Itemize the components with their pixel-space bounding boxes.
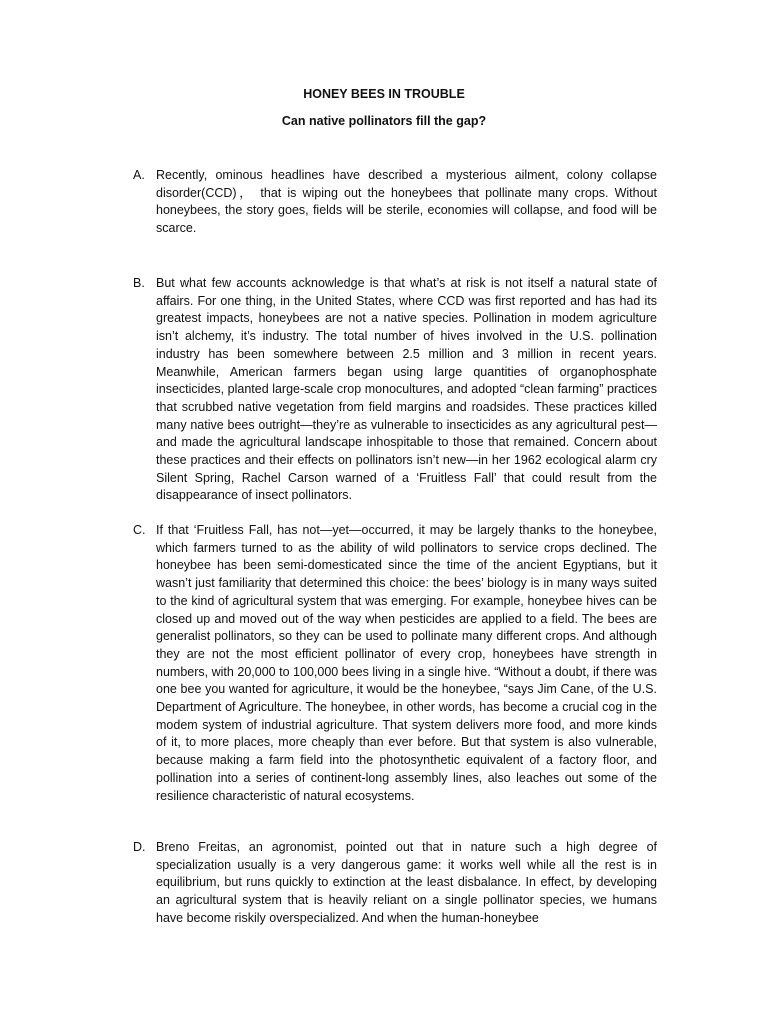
- paragraph-d: [133, 839, 657, 927]
- paragraph-text: If that ‘Fruitless Fall, has not—yet—occurred, it may be largely thanks to the honeybee, which farmers turned to as the ability of wild pollinators to service crops declined. The honeybee has been semi-domesticated since the time of the ancient Egyptians, but it wasn’t just familiarity that determined this choice: the bees’ biology is in many ways suited to the kind of agricultural system that was emerging. For example, honeybee hives can be closed up and moved out of the way when pesticides are applied to a field. The bees are generalist pollinators, so they can be used to pollinate many different crops. And although they are not the most efficient pollinator of every crop, honeybees have strength in numbers, with 20,000 to 100,000 bees living in a single hive. “Without a doubt, if there was one bee you wanted for agriculture, it would be the honeybee, “says Jim Cane, of the U.S. Department of Agriculture. The honeybee, in other words, has become a crucial cog in the modem system of industrial agriculture. That system delivers more food, and more kinds of it, to more places, more cheaply than ever before. But that system is also vulnerable, because making a farm field into the photosynthetic equivalent of a factory floor, and pollination into a series of continent-long assembly lines, also leaches out some of the resilience characteristic of natural ecosystems.: [156, 523, 657, 803]
- paragraph-text: But what few accounts acknowledge is that what’s at risk is not itself a natural state of affairs. For one thing, in the United States, where CCD was first reported and has had its greatest impacts, honeybees are not a native species. Pollination in modem agriculture isn’t alchemy, it’s industry. The total number of hives involved in the U.S. pollination industry has been somewhere between 2.5 million and 3 million in recent years. Meanwhile, American farmers began using large quantities of organophosphate insecticides, planted large-scale crop monocultures, and adopted “clean farming” practices that scrubbed native vegetation from field margins and roadsides. These practices killed many native bees outright—they’re as vulnerable to insecticides as any agricultural pest—and made the agricultural landscape inhospitable to those that remained. Concern about these practices and their effects on pollinators isn’t new—in her 1962 ecological alarm cry Silent Spring, Rachel Carson warned of a ‘Fruitless Fall’ that could result from the disappearance of insect pollinators.: [156, 276, 657, 503]
- document-title: HONEY BEES IN TROUBLE: [303, 87, 465, 101]
- paragraph-c: [133, 522, 657, 805]
- paragraph-b: [133, 275, 657, 505]
- paragraph-letter: C.: [133, 523, 146, 537]
- paragraph-text: Recently, ominous headlines have described a mysterious ailment, colony collapse disorder(CCD)， that is wiping out the honeybees that pollinate many crops. Without honeybees, the story goes, fields will be sterile, economies will collapse, and food will be scarce.: [156, 168, 657, 236]
- paragraph-letter: D.: [133, 840, 146, 854]
- paragraph-letter: B.: [133, 276, 145, 290]
- paragraph-letter: A.: [133, 168, 145, 182]
- document-subtitle: Can native pollinators fill the gap?: [281, 114, 487, 128]
- paragraph-a: [133, 167, 657, 238]
- paragraph-text: Breno Freitas, an agronomist, pointed out that in nature such a high degree of specialization usually is a very dangerous game: it works well while all the rest is in equilibrium, but runs quickly to extinction at the least disbalance. In effect, by developing an agricultural system that is heavily reliant on a single pollinator species, we humans have become riskily overspecialized. And when the human-honeybee: [156, 840, 657, 925]
